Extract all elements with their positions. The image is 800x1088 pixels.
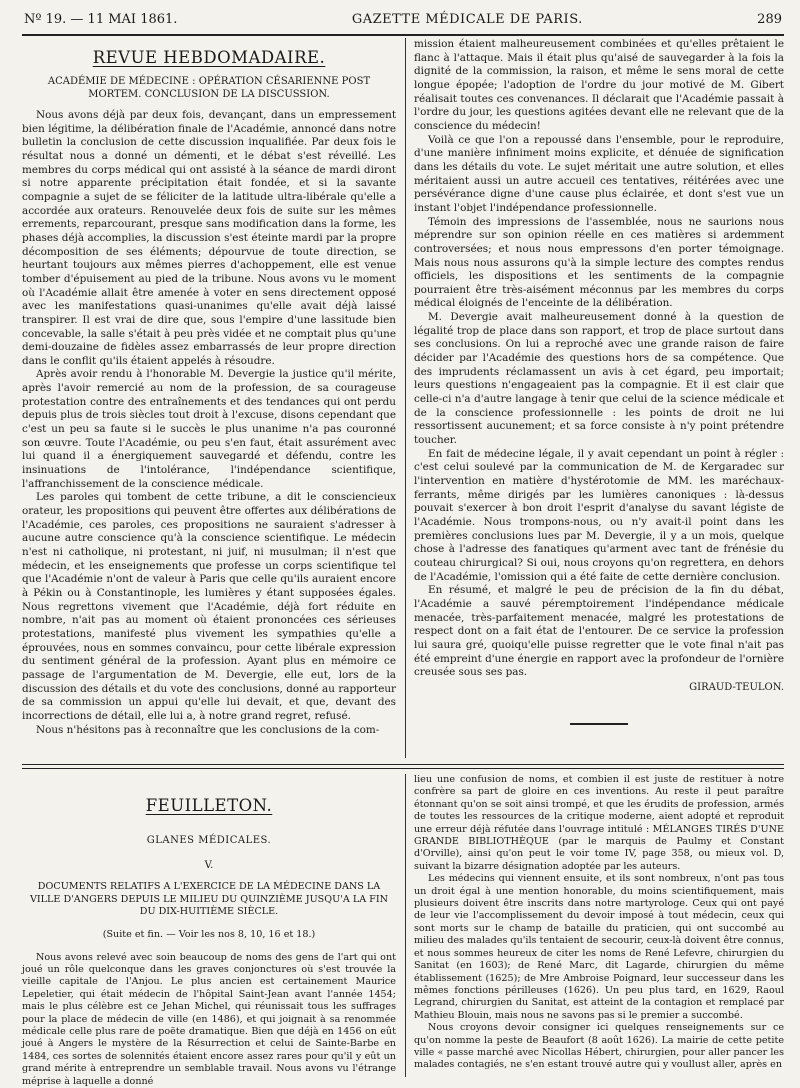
revue-left-column — [22, 38, 396, 737]
journal-title: GAZETTE MÉDICALE DE PARIS. — [351, 12, 583, 27]
revue-section — [22, 38, 784, 758]
section-title: GLANES MÉDICALES. — [146, 835, 272, 846]
section-separator — [570, 723, 628, 725]
paragraph: Après avoir rendu à l'honorable M. Devergie la justice qu'il mérite, après l'avoir remercié au nom de la profession, de sa courageuse protestation contre des entraînements et des tendances qui ont perdu depuis plus de trois siècles tout droit à l'excuse, disons cependant que c'est un peu sa faute si le succès le plus unanime n'a pas couronné son œuvre. Toute l'Académie, ou peu s'en faut, était assurément avec lui quand il a énergiquement sauvegardé et défendu, contre les insinuations de l'intolérance, l'indépendance scientifique, l'affranchissement de la conscience médicale. — [22, 368, 396, 490]
author-signature: GIRAUD-TEULON. — [689, 681, 784, 693]
paragraph: En résumé, et malgré le peu de précision de la fin du débat, l'Académie a sauvé péremptoirement l'indépendance médicale menacée, très-parfaitement menacée, malgré les protestations de respect dont on a fait état de l'entourer. De ce service la profession lui saura gré, quoiqu'elle puisse regretter que le vote final n'ait pas été empreint d'une énergie en rapport avec la profondeur de l'ornière creusée sous ses pas. — [414, 584, 784, 679]
paragraph: Témoin des impressions de l'assemblée, nous ne saurions nous méprendre sur son opinion réelle en ces matières si ardemment controversées; et nous nous empressons d'en porter témoignage. Mais nous nous assurons qu'à la simple lecture des comptes rendus officiels, les dispositions et les sentiments de la compagnie pourraient être très-aisément méconnus par les membres du corps médical éloignés de l'enceinte de la délibération. — [414, 215, 784, 310]
feuilleton-section — [22, 774, 784, 1087]
document-title: DOCUMENTS RELATIFS A L'EXERCICE DE LA MÉDECINE DANS LA VILLE D'ANGERS DEPUIS LE MILIEU DU QUINZIÈME JUSQU'A LA FIN DU DIX-HUITIÈME SIÈCLE. — [29, 881, 389, 917]
column-divider — [405, 774, 406, 1077]
feuilleton-right-column — [414, 774, 784, 1072]
revue-title: REVUE HEBDOMADAIRE. — [92, 48, 326, 67]
paragraph: Voilà ce que l'on a repoussé dans l'ensemble, pour le reproduire, d'une manière infiniment moins explicite, et dénuée de signification dans les détails du vote. Le sujet méritait une autre solution, et elles méritaient aussi un autre accueil ces tentatives, réitérées avec une persévérance digne d'une cause plus éclairée, et dont s'est vue un instant l'objet l'indépendance professionnelle. — [414, 133, 784, 214]
page-header — [22, 12, 784, 36]
paragraph: Nous avons relevé avec soin beaucoup de noms des gens de l'art qui ont joué un rôle quelconque dans les graves conjonctures où s'est trouvée la vieille capitale de l'Anjou. Le plus ancien est certainement Maurice Lepeletier, qui était médecin de l'hôpital Saint-Jean avant l'année 1454; mais le plus célèbre est ce Jehan Michel, qui réunissait tous les suffrages pour la place de médecin de ville (en 1486), et qui joignait à sa renommée médicale celle plus rare de poëte dramatique. Bien que déjà en 1456 on eût joué à Angers le mystère de la Résurrection et celui de Sainte-Barbe en 1484, ces sortes de solennités étaient encore assez rares pour qu'il y eût un grand mérite à entreprendre un semblable travail. Nous avons vu l'étrange méprise à laquelle a donné — [22, 951, 396, 1087]
page-number: 289 — [757, 12, 782, 27]
feuilleton-divider — [22, 764, 784, 769]
paragraph: Nous croyons devoir consigner ici quelques renseignements sur ce qu'on nomme la peste de Beaufort (8 août 1626). La mairie de cette petite ville « passe marché avec Nicollas Hébert, chirurgien, pour aller pancer les malades contagiés, ne s'en estant trouvé autre qui y voullust aller, après en — [414, 1022, 784, 1071]
paragraph: mission étaient malheureusement combinées et qu'elles prêtaient le flanc à l'attaque. Mais il était plus qu'aisé de sauvegarder à la fois la dignité de la commission, la raison, et même le sens moral de cette longue épopée; l'adoption de l'ordre du jour motivé de M. Gibert réalisait toutes ces convenances. Il déclarait que l'Académie passait à l'ordre du jour, les questions agitées devant elle ne relevant que de la conscience du médecin! — [414, 38, 784, 132]
paragraph: M. Devergie avait malheureusement donné à la question de légalité trop de place dans son rapport, et trop de place surtout dans ses conclusions. On lui a reproché avec une grande raison de faire décider par l'Académie des questions hors de sa compétence. Que des imprudents réclamassent un avis à cet égard, peu importait; leurs questions n'engageaient pas la compagnie. Et il est clair que celle-ci n'a d'autre langage à tenir que celui de la science médicale et de la conscience professionnelle : les points de droit ne lui ressortissent aucunement; et sa force consiste à n'y point prétendre toucher. — [414, 311, 784, 447]
article-subtitle: ACADÉMIE DE MÉDECINE : OPÉRATION CÉSARIENNE POST MORTEM. CONCLUSION DE LA DISCUSSION. — [47, 76, 371, 100]
paragraph: Nous n'hésitons pas à reconnaître que les conclusions de la com- — [36, 723, 380, 736]
revue-right-column — [414, 38, 784, 725]
column-divider — [405, 38, 406, 758]
feuilleton-title: FEUILLETON. — [145, 796, 273, 815]
paragraph: En fait de médecine légale, il y avait cependant un point à régler : c'est celui soulevé par la communication de M. de Kergaradec sur l'intervention en matière d'hystérotomie de MM. les maréchaux-ferrants, même dirigés par les lumières canoniques : là-dessus pouvait s'exercer à bon droit l'esprit d'analyse du savant légiste de l'Académie. Nous trompons-nous, ou n'y avait-il point dans les premières conclusions lues par M. Devergie, il y a un mois, quelque chose à l'adresse des fanatiques qu'arment avec tant de frénésie du couteau chirurgical? Si oui, nous croyons qu'on regrettera, en dehors de l'Académie, l'omission qui a été faite de cette dernière conclusion. — [414, 447, 784, 583]
paragraph: Les paroles qui tombent de cette tribune, a dit le consciencieux orateur, les propositions qui peuvent être offertes aux délibérations de l'Académie, ces paroles, ces propositions ne sauraient s'adresser à aucune autre conscience qu'à la conscience scientifique. Le médecin n'est ni catholique, ni protestant, ni juif, ni musulman; il n'est que médecin, et les enseignements que professe un corps scientifique tel que l'Académie n'ont de valeur à Paris que celle qu'ils auraient encore à Pékin ou à Constantinople, les lumières y étant supposées égales. Nous regrettons vivement que l'Académie, déjà fort réduite en nombre, n'ait pas au moment où étaient prononcées ces sérieuses protestations, manifesté plus vivement les sympathies qu'elle a éprouvées, nous en sommes convaincu, pour cette libérale expression du sentiment général de la profession. Ayant plus en mémoire ce passage de l'argumentation de M. Devergie, elle eut, lors de la discussion des détails et du vote des conclusions, donné au rapporteur de sa commission un appui qu'elle lui devait, et que, devant des incorrections de détail, elle lui a, à notre grand regret, refusé. — [22, 491, 396, 722]
paragraph: lieu une confusion de noms, et combien il est juste de restituer à notre confrère sa part de gloire en ces inventions. Au reste il peut paraître étonnant qu'on se soit ainsi trompé, et que les érudits de profession, armés de toutes les ressources de la critique moderne, aient adopté et reproduit une erreur déjà réfutée dans l'ouvrage intitulé : MÉLANGES TIRÉS D'UNE GRANDE BIBLIOTHÈQUE (par le marquis de Paulmy et Constant d'Orville), ainsi qu'on peut le voir tome IV, page 358, ou mieux vol. D, suivant la bizarre désignation adoptée par les auteurs. — [414, 774, 784, 872]
section-number: V. — [204, 860, 214, 871]
issue-number: Nº 19. — 11 MAI 1861. — [24, 12, 178, 27]
continuation-note: (Suite et fin. — Voir les nos 8, 10, 16 et 18.) — [102, 928, 316, 940]
feuilleton-left-column — [22, 774, 396, 1088]
paragraph: Les médecins qui viennent ensuite, et ils sont nombreux, n'ont pas tous un droit égal à une mention honorable, du moins scientifiquement, mais plusieurs doivent être inscrits dans notre martyrologe. Ceux qui ont payé de leur vie l'accomplissement du devoir imposé à tout médecin, ceux qui sont morts sur le champ de bataille du praticien, qui ont succombé au milieu des malades qu'ils tentaient de secourir, ceux-là doivent être connus, et nous sommes heureux de citer les noms de René Lefevre, chirurgien du Sanitat (en 1603); de René Marc, dit Lagarde, chirurgien du même établissement (1625); de Mre Ambroise Poignard, leur successeur dans les mêmes fonctions périlleuses (1626). Un peu plus tard, en 1629, Raoul Legrand, chirurgien du Sanitat, est atteint de la contagion et remplacé par Mathieu Blouin, mais nous ne savons pas si le premier a succombé. — [414, 873, 784, 1021]
paragraph: Nous avons déjà par deux fois, devançant, dans un empressement bien légitime, la délibération finale de l'Académie, annoncé dans notre bulletin la conclusion de cette discussion inqualifiée. Par deux fois le résultat nous a donné un démenti, et le débat s'est réveillé. Les membres du corps médical qui ont assisté à la séance de mardi diront si notre apparente précipitation était fondée, et si la savante compagnie a sujet de se féliciter de la latitude ultra-libérale qu'elle a accordée aux orateurs. Renouvelée deux fois de suite sur les mêmes errements, reparcourant, presque sans modification dans la forme, les phases déjà accomplies, la discussion s'est éteinte mardi par la propre décomposition de ses éléments; dépourvue de toute direction, se heurtant toujours aux mêmes pierres d'achoppement, elle est venue tomber d'épuisement au pied de la tribune. Nous avons vu le moment où l'Académie allait être amenée à voter en sens directement opposé avec les manifestations quasi-unanimes qu'elle avait déjà laissé transpirer. Il est vrai de dire que, sous l'empire d'une lassitude bien concevable, la salle s'était à peu près vidée et ne comptait plus qu'une demi-douzaine de fidèles assez embarrassés de leur propre direction dans le conflit qu'ils étaient appelés à résoudre. — [22, 109, 396, 367]
newspaper-page — [22, 12, 784, 1087]
